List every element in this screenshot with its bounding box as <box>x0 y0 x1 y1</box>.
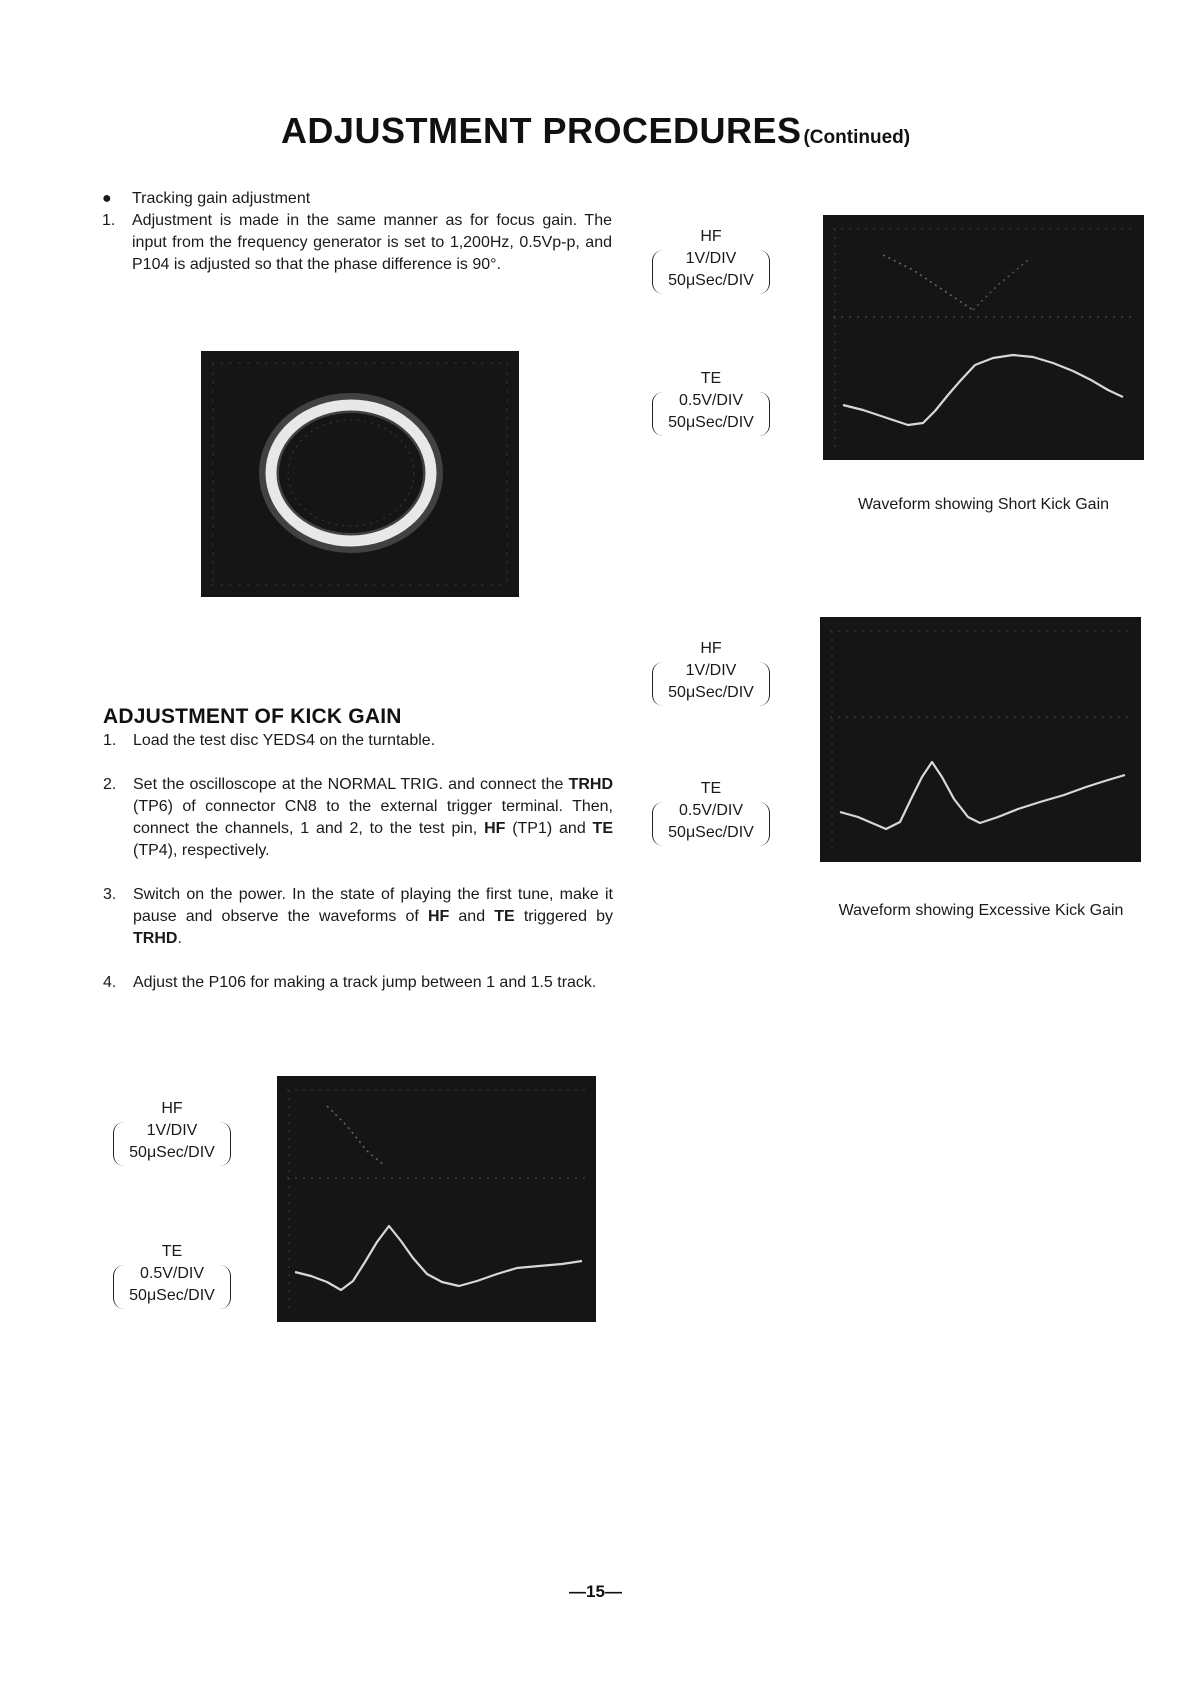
step-2-number: 2. <box>103 776 117 793</box>
te-vdiv: 0.5V/DIV <box>139 1265 204 1282</box>
lissajous-photo <box>201 351 519 597</box>
hf-name: HF <box>700 228 722 245</box>
step-2-part-a: Set the oscilloscope at the NORMAL TRIG. and connect the <box>133 776 569 793</box>
te-scale-label-short <box>646 368 776 434</box>
tracking-gain-heading: Tracking gain adjustment <box>132 190 311 207</box>
hf-tdiv: 50μSec/DIV <box>668 684 754 701</box>
hf-name: HF <box>700 640 722 657</box>
step-3-part-c: and <box>449 908 495 925</box>
step-2-part-e: (TP4), respectively. <box>133 842 270 859</box>
step-4-text: Adjust the P106 for making a track jump between 1 and 1.5 track. <box>133 974 597 991</box>
page-number: —15— <box>569 1582 622 1601</box>
te-scale-label-excessive <box>646 778 776 844</box>
tracking-step-number: 1. <box>102 212 116 229</box>
caption-excessive-kick-gain: Waveform showing Excessive Kick Gain <box>838 902 1124 919</box>
hf-scale-label-correct <box>107 1098 237 1164</box>
te-vdiv: 0.5V/DIV <box>678 802 743 819</box>
step-3-part-d: triggered by <box>514 908 613 925</box>
te-tdiv: 50μSec/DIV <box>129 1287 215 1304</box>
step-2-part-d: (TP1) and <box>505 820 593 837</box>
te-name: TE <box>700 780 722 797</box>
te-tdiv: 50μSec/DIV <box>668 414 754 431</box>
kick-gain-heading: ADJUSTMENT OF KICK GAIN <box>103 705 402 728</box>
step-3-hf: HF <box>427 908 450 925</box>
te-scale-label-correct <box>107 1241 237 1307</box>
page-title <box>0 110 1191 152</box>
step-3-te: TE <box>494 908 515 925</box>
caption-short-kick-gain: Waveform showing Short Kick Gain <box>857 496 1110 513</box>
step-2-trhd: TRHD <box>568 776 613 793</box>
bullet-dot: ● <box>102 190 112 207</box>
te-vdiv: 0.5V/DIV <box>678 392 743 409</box>
short-kick-gain-photo <box>823 215 1144 460</box>
step-1-text: Load the test disc YEDS4 on the turntable. <box>133 732 436 749</box>
hf-name: HF <box>161 1100 183 1117</box>
title-continued: (Continued) <box>803 127 911 148</box>
step-3-number: 3. <box>103 886 117 903</box>
step-2-te: TE <box>592 820 613 837</box>
step-3-text <box>133 884 613 950</box>
title-main: ADJUSTMENT PROCEDURES <box>280 110 802 151</box>
excessive-kick-gain-photo <box>820 617 1141 862</box>
step-2-hf: HF <box>484 820 506 837</box>
correct-kick-gain-photo <box>277 1076 596 1322</box>
hf-vdiv: 1V/DIV <box>685 250 737 267</box>
te-tdiv: 50μSec/DIV <box>668 824 754 841</box>
step-3-part-a: Switch on the power. In the state of playing the first tune, make it pause and observe the waveforms of <box>133 886 613 925</box>
hf-scale-label-short <box>646 226 776 292</box>
step-2-part-c: (TP6) of connector CN8 to the external trigger terminal. Then, connect the channels, 1 and 2, to the test pin, <box>133 798 613 837</box>
step-2-text <box>133 774 613 862</box>
hf-vdiv: 1V/DIV <box>685 662 737 679</box>
hf-scale-label-excessive <box>646 638 776 704</box>
tracking-step-text: Adjustment is made in the same manner as for focus gain. The input from the frequency generator is set to 1,200Hz, 0.5Vp-p, and P104 is adjusted so that the phase difference is 90°. <box>132 212 612 273</box>
step-1-number: 1. <box>103 732 117 749</box>
hf-vdiv: 1V/DIV <box>146 1122 198 1139</box>
te-name: TE <box>700 370 722 387</box>
hf-tdiv: 50μSec/DIV <box>668 272 754 289</box>
te-name: TE <box>161 1243 183 1260</box>
step-3-part-e: . <box>177 930 182 947</box>
step-3-trhd: TRHD <box>133 930 178 947</box>
hf-tdiv: 50μSec/DIV <box>129 1144 215 1161</box>
step-4-number: 4. <box>103 974 117 991</box>
